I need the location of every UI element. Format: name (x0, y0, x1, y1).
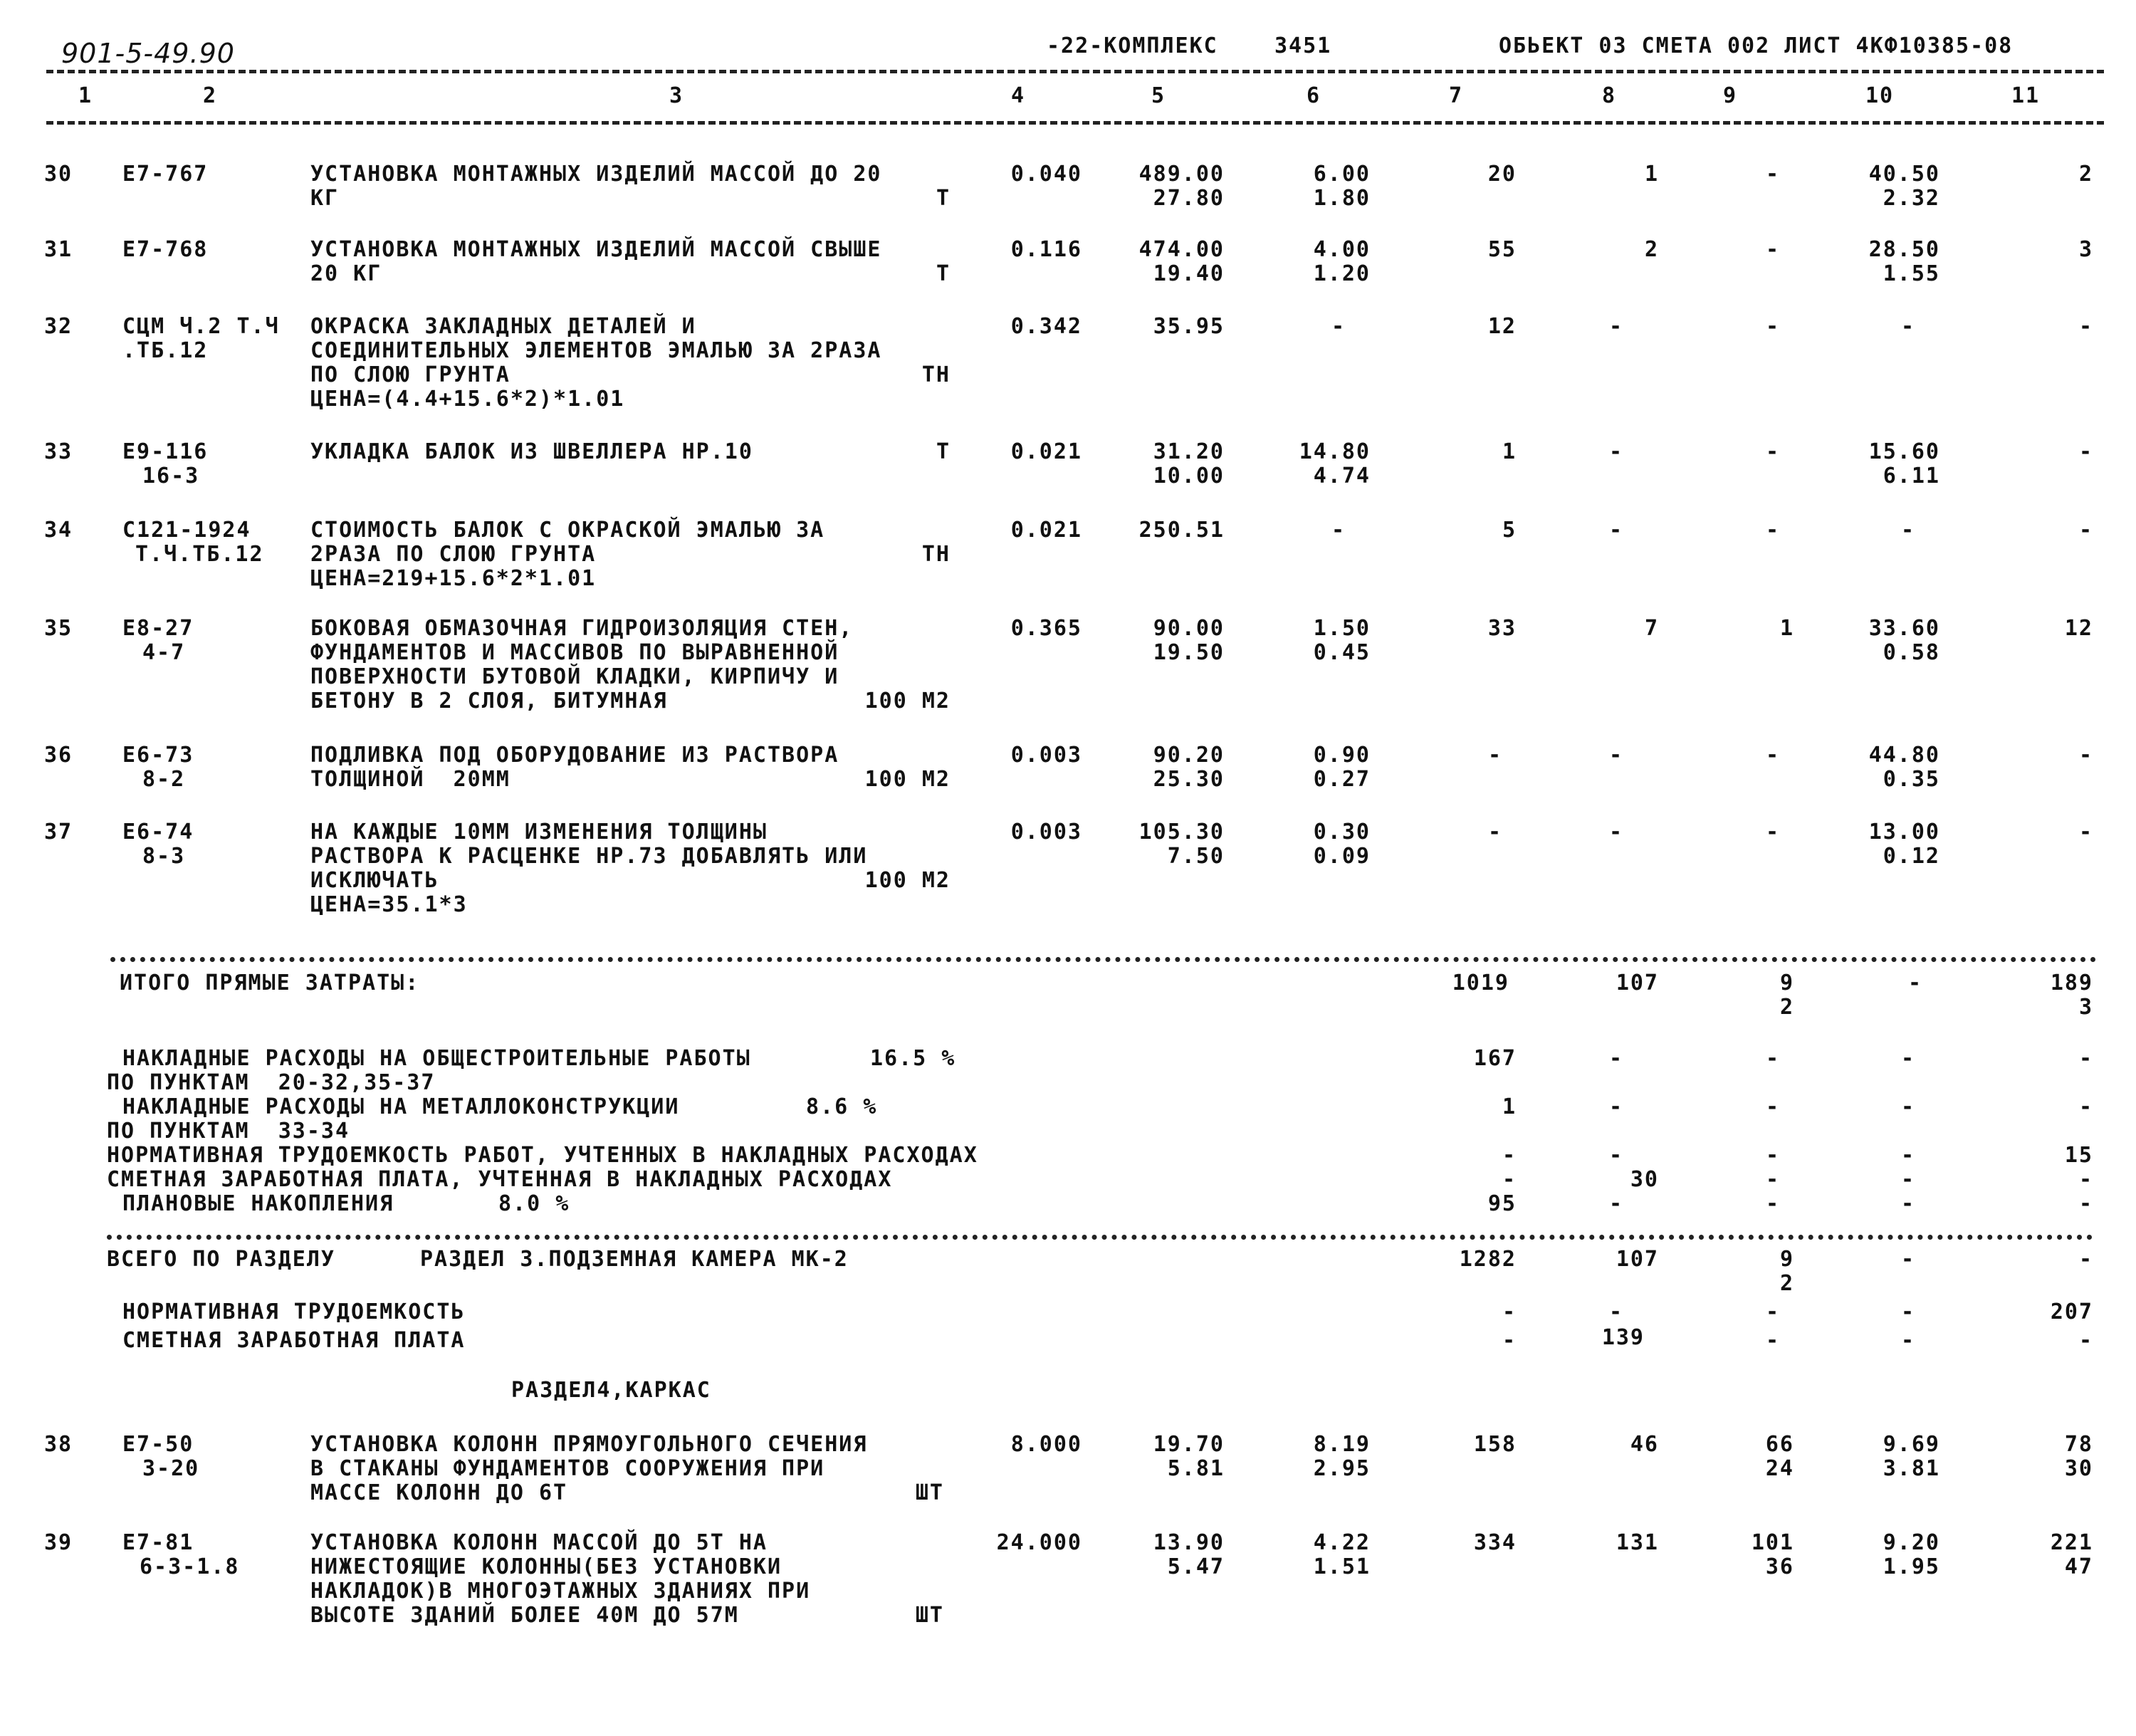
cell-5: 19.50 (1153, 640, 1225, 665)
work-description: ОКРАСКА ЗАКЛАДНЫХ ДЕТАЛЕЙ И (310, 314, 696, 339)
cell-10: - (1900, 1143, 1915, 1168)
cell-7: 1019 (1452, 971, 1509, 995)
cell-10: - (1900, 1046, 1915, 1071)
work-description: 20 КГ (310, 261, 382, 286)
work-description: УКЛАДКА БАЛОК ИЗ ШВЕЛЛЕРА НР.10 (310, 439, 753, 464)
cell-10: 13.00 (1868, 820, 1940, 845)
work-description: ВЫСОТЕ ЗДАНИЙ БОЛЕЕ 40М ДО 57М (310, 1603, 739, 1628)
cell-5: 13.90 (1153, 1530, 1225, 1555)
cell-11: - (2078, 1094, 2093, 1119)
cell-9: - (1765, 1328, 1780, 1353)
cell-10: - (1900, 1094, 1915, 1119)
work-description: ИСКЛЮЧАТЬ (310, 868, 439, 893)
cell-6: 4.00 (1313, 237, 1371, 262)
quantity: 0.021 (1010, 439, 1082, 464)
cell-9: 2 (1779, 995, 1794, 1020)
cell-10: 1.95 (1883, 1554, 1940, 1579)
cell-11: 15 (2064, 1143, 2093, 1168)
cell-8: - (1608, 1300, 1623, 1324)
work-description: В СТАКАНЫ ФУНДАМЕНТОВ СООРУЖЕНИЯ ПРИ (310, 1456, 825, 1481)
cell-10: 28.50 (1868, 237, 1940, 262)
cell-7: 1282 (1459, 1247, 1517, 1272)
cell-11: 3 (2078, 237, 2093, 262)
row-number: 32 (44, 314, 73, 339)
overhead-label: НОРМАТИВНАЯ ТРУДОЕМКОСТЬ РАБОТ, УЧТЕННЫХ В НАКЛАДНЫХ РАСХОДАХ (107, 1143, 978, 1168)
work-description: 2РАЗА ПО СЛОЮ ГРУНТА (310, 542, 597, 567)
cell-9: - (1765, 1300, 1780, 1324)
cell-8: 107 (1616, 1247, 1659, 1272)
cell-7: 55 (1487, 237, 1517, 262)
cell-9: 9 (1779, 971, 1794, 995)
cell-8: - (1608, 743, 1623, 768)
rate-code: Е7-768 (122, 237, 209, 262)
cell-6: 1.20 (1313, 261, 1371, 286)
work-description: РАСТВОРА К РАСЦЕНКЕ НР.73 ДОБАВЛЯТЬ ИЛИ (310, 844, 868, 869)
cell-8: 107 (1616, 971, 1659, 995)
cell-5: 10.00 (1153, 464, 1225, 488)
cell-9: - (1765, 439, 1780, 464)
cell-5: 5.81 (1167, 1456, 1225, 1481)
cell-10: 3.81 (1883, 1456, 1940, 1481)
cell-8: - (1608, 1191, 1623, 1216)
rate-code: Е9-116 (122, 439, 209, 464)
cell-11: 2 (2078, 162, 2093, 187)
cell-11: 3 (2078, 995, 2093, 1020)
unit: ШТ (915, 1480, 944, 1505)
overhead-percent: 8.6 % (806, 1094, 878, 1119)
work-description: НИЖЕСТОЯЩИЕ КОЛОННЫ(БЕЗ УСТАНОВКИ (310, 1554, 782, 1579)
cell-7: 334 (1473, 1530, 1517, 1555)
row-number: 33 (44, 439, 73, 464)
column-header-9: 9 (1722, 83, 1738, 108)
cell-10: 0.12 (1883, 844, 1940, 869)
document-code: 901-5-49.90 (61, 38, 235, 69)
cell-5: 489.00 (1138, 162, 1225, 187)
rate-code: Е6-74 (122, 820, 194, 845)
cell-6: 4.74 (1313, 464, 1371, 488)
rate-code: 6-3-1.8 (140, 1554, 240, 1579)
rate-code: СЦМ Ч.2 Т.Ч (122, 314, 280, 339)
cell-7: - (1502, 1328, 1517, 1353)
cell-11: 207 (2050, 1300, 2093, 1324)
cell-8: 2 (1644, 237, 1659, 262)
cell-7: 158 (1473, 1432, 1517, 1457)
cell-5: 7.50 (1167, 844, 1225, 869)
cell-8: 7 (1644, 616, 1659, 641)
cell-6: 2.95 (1313, 1456, 1371, 1481)
cell-9: - (1765, 1143, 1780, 1168)
overhead-label: СМЕТНАЯ ЗАРАБОТНАЯ ПЛАТА, УЧТЕННАЯ В НАКЛАДНЫХ РАСХОДАХ (107, 1167, 893, 1192)
cell-6: 0.27 (1313, 767, 1371, 792)
cell-7: 167 (1473, 1046, 1517, 1071)
cell-6: 6.00 (1313, 162, 1371, 187)
cell-6: 4.22 (1313, 1530, 1371, 1555)
section-name: РАЗДЕЛ 3.ПОДЗЕМНАЯ КАМЕРА МК-2 (420, 1247, 849, 1272)
cell-6: 8.19 (1313, 1432, 1371, 1457)
cell-6: 1.50 (1313, 616, 1371, 641)
unit: ТН (921, 542, 951, 567)
cell-9: - (1765, 1046, 1780, 1071)
cell-11: - (2078, 1046, 2093, 1071)
cell-8: - (1608, 314, 1623, 339)
cell-5: 27.80 (1153, 186, 1225, 211)
cell-6: - (1331, 518, 1346, 543)
rate-code: 3-20 (142, 1456, 200, 1481)
work-description: УСТАНОВКА МОНТАЖНЫХ ИЗДЕЛИЙ МАССОЙ ДО 20 (310, 162, 882, 187)
section-total-label: НОРМАТИВНАЯ ТРУДОЕМКОСТЬ (122, 1300, 466, 1324)
cell-11: 221 (2050, 1530, 2093, 1555)
cell-5: 19.70 (1153, 1432, 1225, 1457)
cell-6: 0.90 (1313, 743, 1371, 768)
header-rule-bottom (46, 121, 2104, 125)
cell-11: - (2078, 314, 2093, 339)
work-description: УСТАНОВКА КОЛОНН МАССОЙ ДО 5Т НА (310, 1530, 768, 1555)
work-description: ПО СЛОЮ ГРУНТА (310, 362, 511, 387)
overhead-label: НАКЛАДНЫЕ РАСХОДЫ НА МЕТАЛЛОКОНСТРУКЦИИ (122, 1094, 680, 1119)
work-description: КГ (310, 186, 340, 211)
cell-10: - (1900, 1167, 1915, 1192)
row-number: 30 (44, 162, 73, 187)
cell-7: 1 (1502, 439, 1517, 464)
object-info: ОБЬЕКТ 03 СМЕТА 002 ЛИСТ 4КФ10385-08 (1499, 33, 2014, 58)
quantity: 0.003 (1010, 743, 1082, 768)
quantity: 0.342 (1010, 314, 1082, 339)
rate-code: С121-1924 (122, 518, 251, 543)
column-header-4: 4 (1010, 83, 1026, 108)
cell-10: 2.32 (1883, 186, 1940, 211)
cell-11: - (2078, 439, 2093, 464)
cell-8: - (1608, 1046, 1623, 1071)
cell-5: 5.47 (1167, 1554, 1225, 1579)
total-label: ИТОГО ПРЯМЫЕ ЗАТРАТЫ: (120, 971, 420, 995)
cell-5: 105.30 (1138, 820, 1225, 845)
cell-6: 14.80 (1299, 439, 1371, 464)
cell-8: 131 (1616, 1530, 1659, 1555)
work-description: ЦЕНА=35.1*3 (310, 892, 468, 917)
quantity: 24.000 (996, 1530, 1082, 1555)
complex-label: -22-КОМПЛЕКС (1047, 33, 1218, 58)
cell-9: - (1765, 162, 1780, 187)
cell-10: 6.11 (1883, 464, 1940, 488)
section-title: РАЗДЕЛ4,КАРКАС (511, 1378, 711, 1403)
cell-7: 1 (1502, 1094, 1517, 1119)
rate-code: 4-7 (142, 640, 186, 665)
cell-9: 9 (1779, 1247, 1794, 1272)
cell-8: - (1608, 1143, 1623, 1168)
cell-9: 66 (1765, 1432, 1794, 1457)
cell-9: - (1765, 743, 1780, 768)
unit: 100 М2 (864, 689, 951, 713)
cell-9: - (1765, 1167, 1780, 1192)
rate-code: Е6-73 (122, 743, 194, 768)
quantity: 0.021 (1010, 518, 1082, 543)
cell-10: 9.69 (1883, 1432, 1940, 1457)
column-header-10: 10 (1865, 83, 1895, 108)
cell-9: - (1765, 820, 1780, 845)
unit: Т (936, 439, 951, 464)
cell-7: 5 (1502, 518, 1517, 543)
cell-11: - (2078, 1167, 2093, 1192)
unit: ТН (921, 362, 951, 387)
section-total-label: СМЕТНАЯ ЗАРАБОТНАЯ ПЛАТА (122, 1328, 466, 1353)
cell-7: - (1502, 1167, 1517, 1192)
rate-code: .ТБ.12 (122, 338, 209, 363)
dotted-separator (107, 1235, 2093, 1240)
rate-code: 8-2 (142, 767, 186, 792)
unit: Т (936, 186, 951, 211)
cell-11: - (2078, 820, 2093, 845)
cell-8: - (1608, 518, 1623, 543)
section-total-label: ВСЕГО ПО РАЗДЕЛУ (107, 1247, 335, 1272)
work-description: СОЕДИНИТЕЛЬНЫХ ЭЛЕМЕНТОВ ЭМАЛЬЮ ЗА 2РАЗА (310, 338, 882, 363)
cell-10: - (1900, 1328, 1915, 1353)
rate-code: 16-3 (142, 464, 200, 488)
row-number: 36 (44, 743, 73, 768)
cell-11: 12 (2064, 616, 2093, 641)
overhead-label: НАКЛАДНЫЕ РАСХОДЫ НА ОБЩЕСТРОИТЕЛЬНЫЕ РАБОТЫ (122, 1046, 751, 1071)
cell-11: 47 (2064, 1554, 2093, 1579)
row-number: 34 (44, 518, 73, 543)
cell-5: 35.95 (1153, 314, 1225, 339)
cell-10: 44.80 (1868, 743, 1940, 768)
cell-5: 90.20 (1153, 743, 1225, 768)
work-description: ЦЕНА=(4.4+15.6*2)*1.01 (310, 387, 625, 412)
cell-6: 0.30 (1313, 820, 1371, 845)
rate-code: Е7-81 (122, 1530, 194, 1555)
cell-5: 90.00 (1153, 616, 1225, 641)
work-description: МАССЕ КОЛОНН ДО 6Т (310, 1480, 568, 1505)
quantity: 0.365 (1010, 616, 1082, 641)
cell-7: - (1502, 1300, 1517, 1324)
cell-6: 0.45 (1313, 640, 1371, 665)
cell-9: - (1765, 314, 1780, 339)
overhead-scope: ПО ПУНКТАМ 20-32,35-37 (107, 1070, 436, 1095)
cell-9: - (1765, 1191, 1780, 1216)
cell-10: - (1907, 971, 1922, 995)
cell-7: - (1502, 1143, 1517, 1168)
cell-11: - (2078, 1247, 2093, 1272)
cell-9: - (1765, 237, 1780, 262)
column-header-7: 7 (1448, 83, 1464, 108)
overhead-scope: ПО ПУНКТАМ 33-34 (107, 1119, 350, 1144)
cell-11: - (2078, 743, 2093, 768)
column-header-1: 1 (78, 83, 93, 108)
work-description: НА КАЖДЫЕ 10ММ ИЗМЕНЕНИЯ ТОЛЩИНЫ (310, 820, 768, 845)
cell-8: - (1608, 1094, 1623, 1119)
cell-10: 1.55 (1883, 261, 1940, 286)
cell-8: - (1608, 820, 1623, 845)
quantity: 0.003 (1010, 820, 1082, 845)
cell-5: 19.40 (1153, 261, 1225, 286)
row-number: 31 (44, 237, 73, 262)
cell-7: - (1487, 743, 1502, 768)
cell-10: - (1900, 314, 1915, 339)
cell-10: 40.50 (1868, 162, 1940, 187)
cell-9: 36 (1765, 1554, 1794, 1579)
cell-7: 33 (1487, 616, 1517, 641)
rate-code: Е8-27 (122, 616, 194, 641)
overhead-percent: 8.0 % (498, 1191, 570, 1216)
cell-9: - (1765, 518, 1780, 543)
work-description: УСТАНОВКА КОЛОНН ПРЯМОУГОЛЬНОГО СЕЧЕНИЯ (310, 1432, 868, 1457)
rate-code: 8-3 (142, 844, 186, 869)
header-rule-top (46, 70, 2104, 73)
work-description: ФУНДАМЕНТОВ И МАССИВОВ ПО ВЫРАВНЕННОЙ (310, 640, 839, 665)
cell-7: 95 (1487, 1191, 1517, 1216)
cell-9: - (1765, 1094, 1780, 1119)
cell-11: - (2078, 518, 2093, 543)
unit: 100 М2 (864, 767, 951, 792)
unit: Т (936, 261, 951, 286)
unit: 100 М2 (864, 868, 951, 893)
column-header-5: 5 (1151, 83, 1166, 108)
cell-11: - (2078, 1191, 2093, 1216)
work-description: УСТАНОВКА МОНТАЖНЫХ ИЗДЕЛИЙ МАССОЙ СВЫШЕ (310, 237, 882, 262)
complex-number: 3451 (1274, 33, 1332, 58)
work-description: ПОВЕРХНОСТИ БУТОВОЙ КЛАДКИ, КИРПИЧУ И (310, 664, 839, 689)
rate-code: Т.Ч.ТБ.12 (135, 542, 264, 567)
cell-10: 0.35 (1883, 767, 1940, 792)
work-description: ТОЛЩИНОЙ 20ММ (310, 767, 511, 792)
rate-code: Е7-767 (122, 162, 209, 187)
column-header-11: 11 (2011, 83, 2041, 108)
cell-5: 250.51 (1138, 518, 1225, 543)
cell-5: 474.00 (1138, 237, 1225, 262)
column-header-2: 2 (202, 83, 218, 108)
column-header-8: 8 (1601, 83, 1617, 108)
cell-5: 25.30 (1153, 767, 1225, 792)
work-description: ПОДЛИВКА ПОД ОБОРУДОВАНИЕ ИЗ РАСТВОРА (310, 743, 839, 768)
dotted-separator (110, 957, 2097, 962)
quantity: 0.116 (1010, 237, 1082, 262)
cell-7: 12 (1487, 314, 1517, 339)
cell-9: 24 (1765, 1456, 1794, 1481)
work-description: ЦЕНА=219+15.6*2*1.01 (310, 566, 597, 591)
rate-code: Е7-50 (122, 1432, 194, 1457)
row-number: 35 (44, 616, 73, 641)
cell-6: 1.51 (1313, 1554, 1371, 1579)
cell-10: 33.60 (1868, 616, 1940, 641)
cell-10: - (1900, 1300, 1915, 1324)
column-header-6: 6 (1306, 83, 1321, 108)
cell-11: 189 (2050, 971, 2093, 995)
cell-6: - (1331, 314, 1346, 339)
cell-8: 46 (1630, 1432, 1659, 1457)
unit: ШТ (915, 1603, 944, 1628)
cell-8: 30 (1630, 1167, 1659, 1192)
overhead-label: ПЛАНОВЫЕ НАКОПЛЕНИЯ (122, 1191, 394, 1216)
work-description: НАКЛАДОК)В МНОГОЭТАЖНЫХ ЗДАНИЯХ ПРИ (310, 1579, 811, 1604)
cell-7: - (1487, 820, 1502, 845)
cell-10: - (1900, 1247, 1915, 1272)
cell-11: 30 (2064, 1456, 2093, 1481)
cell-5: 31.20 (1153, 439, 1225, 464)
cell-11: 78 (2064, 1432, 2093, 1457)
cell-10: 9.20 (1883, 1530, 1940, 1555)
row-number: 37 (44, 820, 73, 845)
cell-8: 1 (1644, 162, 1659, 187)
cell-8: 139 (1601, 1325, 1645, 1350)
work-description: СТОИМОСТЬ БАЛОК С ОКРАСКОЙ ЭМАЛЬЮ ЗА (310, 518, 825, 543)
cell-10: - (1900, 1191, 1915, 1216)
quantity: 8.000 (1010, 1432, 1082, 1457)
work-description: БОКОВАЯ ОБМАЗОЧНАЯ ГИДРОИЗОЛЯЦИЯ СТЕН, (310, 616, 854, 641)
cell-10: 0.58 (1883, 640, 1940, 665)
cell-9: 2 (1779, 1271, 1794, 1296)
cell-10: - (1900, 518, 1915, 543)
work-description: БЕТОНУ В 2 СЛОЯ, БИТУМНАЯ (310, 689, 668, 713)
cell-7: 20 (1487, 162, 1517, 187)
cell-6: 0.09 (1313, 844, 1371, 869)
cell-9: 1 (1779, 616, 1794, 641)
cell-11: - (2078, 1328, 2093, 1353)
column-header-3: 3 (669, 83, 684, 108)
row-number: 38 (44, 1432, 73, 1457)
quantity: 0.040 (1010, 162, 1082, 187)
cell-6: 1.80 (1313, 186, 1371, 211)
overhead-percent: 16.5 % (870, 1046, 956, 1071)
cell-9: 101 (1751, 1530, 1794, 1555)
row-number: 39 (44, 1530, 73, 1555)
cell-10: 15.60 (1868, 439, 1940, 464)
cell-8: - (1608, 439, 1623, 464)
